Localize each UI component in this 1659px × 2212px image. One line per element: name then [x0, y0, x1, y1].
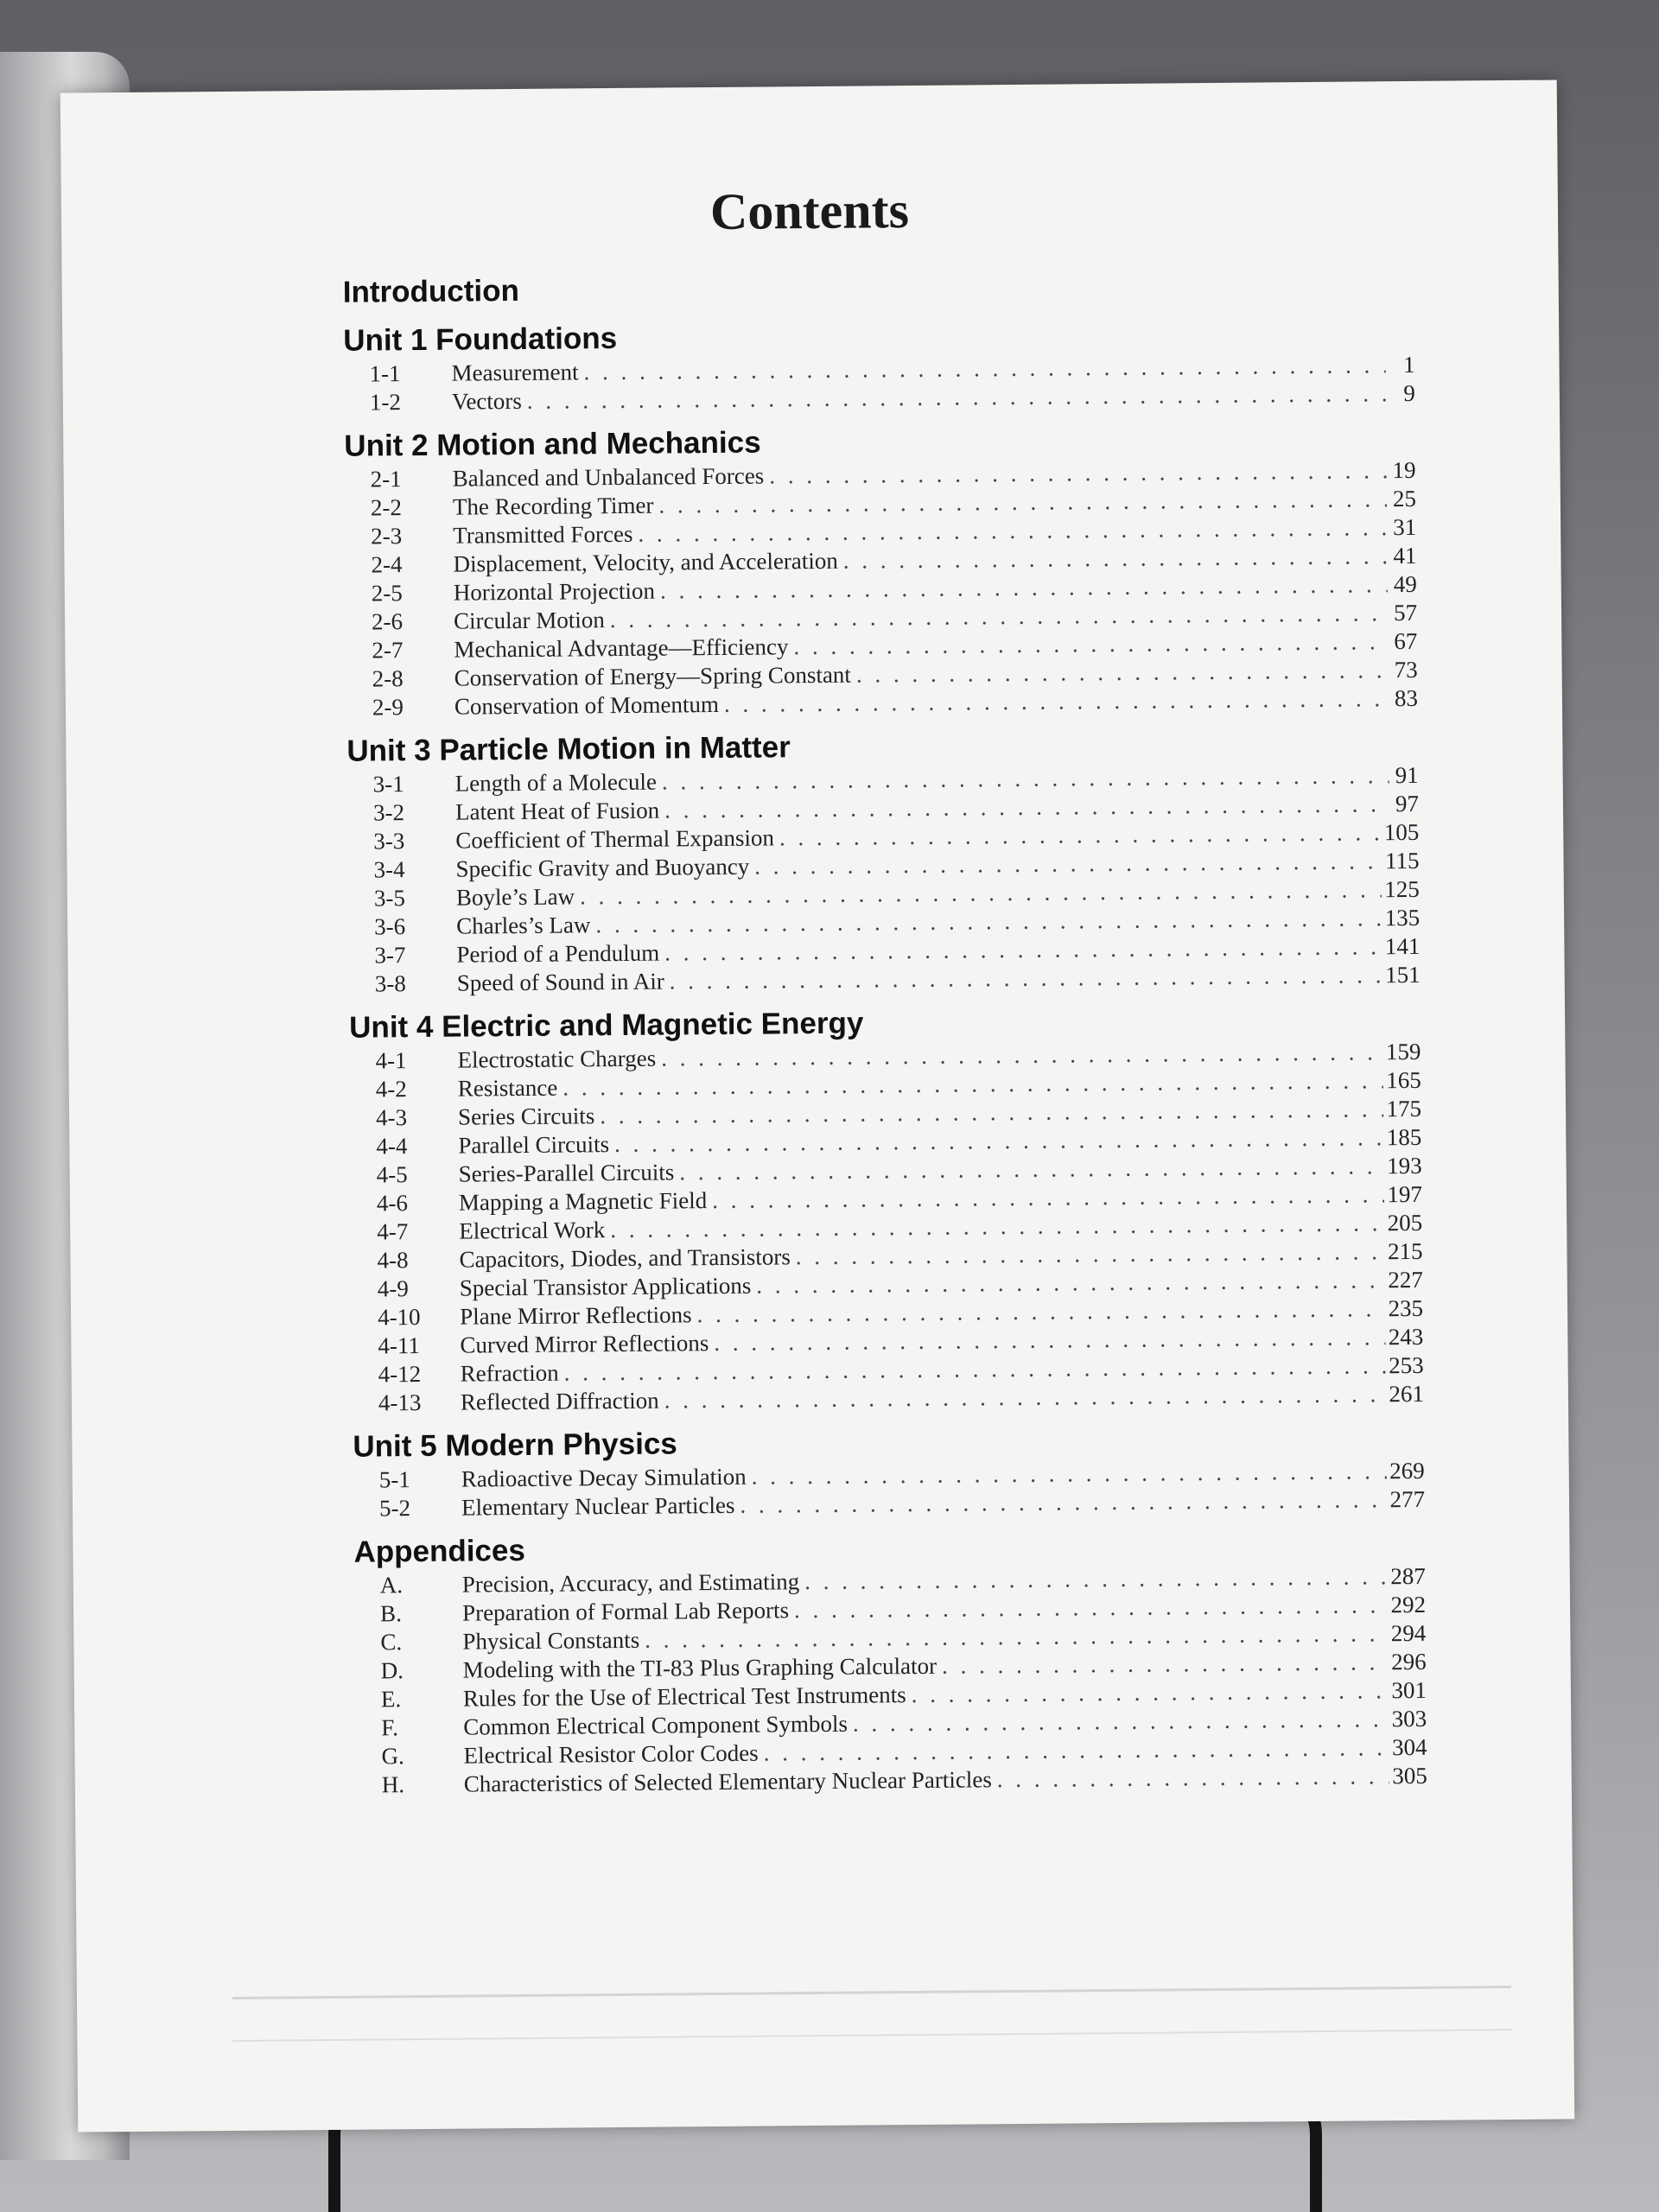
entry-page-number: 215	[1387, 1237, 1423, 1265]
entry-page-number: 41	[1393, 542, 1417, 569]
entry-page-number: 294	[1390, 1619, 1427, 1647]
entry-number: 3-4	[373, 856, 405, 883]
show-through-rule	[232, 2029, 1511, 2042]
entry-number: 2-4	[371, 551, 403, 578]
table-of-contents	[342, 254, 1427, 1808]
entry-page-number: 193	[1386, 1152, 1422, 1179]
toc-section	[353, 1419, 1425, 1523]
dot-leader	[670, 961, 1382, 995]
entry-page-number: 135	[1384, 904, 1421, 931]
entry-number: 3-7	[374, 942, 406, 969]
entry-title: Displacement, Velocity, and Acceleration	[453, 547, 838, 577]
entry-title: Latent Heat of Fusion	[454, 797, 660, 825]
dot-leader	[843, 542, 1388, 575]
entry-page-number: 227	[1388, 1266, 1423, 1294]
entry-page-number: 83	[1394, 684, 1419, 712]
entry-number: 3-5	[373, 885, 406, 912]
entry-title: Period of a Pendulum	[456, 939, 660, 968]
section-heading: Appendices	[353, 1533, 526, 1569]
entry-page-number: 292	[1390, 1591, 1427, 1618]
entry-number: 4-10	[377, 1304, 421, 1331]
dot-leader	[997, 1762, 1389, 1794]
entry-number: 4-6	[376, 1190, 409, 1217]
contents-page	[60, 79, 1575, 2132]
entry-number: 3-8	[374, 970, 406, 997]
entry-title: Parallel Circuits	[458, 1131, 610, 1159]
toc-section	[343, 313, 1415, 417]
entry-title: Radioactive Decay Simulation	[461, 1463, 747, 1492]
entry-title: Horizontal Projection	[453, 577, 656, 606]
entry-page-number: 91	[1395, 761, 1419, 789]
entry-page-number: 296	[1391, 1648, 1427, 1675]
entry-page-number: 185	[1386, 1123, 1422, 1151]
entry-page-number: 49	[1393, 570, 1417, 598]
entry-title: Modeling with the TI-83 Plus Graphing Calculator	[462, 1652, 938, 1683]
entry-title: Curved Mirror Reflections	[460, 1330, 709, 1358]
entry-title: Vectors	[451, 387, 522, 415]
entry-title: Common Electrical Component Symbols	[463, 1710, 849, 1740]
dot-leader	[724, 684, 1389, 719]
entry-page-number: 197	[1387, 1180, 1423, 1208]
entry-title: Length of a Molecule	[454, 768, 658, 797]
entry-page-number: 175	[1386, 1095, 1422, 1122]
section-heading: Unit 4 Electric and Magnetic Energy	[349, 1006, 864, 1045]
toc-section	[349, 1000, 1424, 1418]
dot-leader	[942, 1648, 1388, 1681]
entry-page-number: 141	[1384, 932, 1421, 960]
dot-leader	[740, 1485, 1386, 1520]
entry-title: Charles’s Law	[456, 912, 591, 939]
entry-page-number: 303	[1391, 1705, 1427, 1732]
entry-number: A.	[379, 1572, 404, 1599]
entry-number: 4-11	[378, 1332, 421, 1359]
entry-title: Mapping a Magnetic Field	[458, 1187, 708, 1216]
entry-page-number: 269	[1389, 1457, 1425, 1484]
toc-section	[344, 418, 1418, 722]
entry-number: 5-2	[378, 1495, 411, 1522]
entry-page-number: 115	[1384, 847, 1420, 874]
entry-title: Coefficient of Thermal Expansion	[455, 824, 775, 854]
entry-page-number: 301	[1391, 1676, 1427, 1704]
entry-title: Capacitors, Diodes, and Transistors	[459, 1243, 791, 1273]
entry-number: B.	[379, 1600, 403, 1627]
entry-number: 4-9	[377, 1275, 409, 1302]
entry-title: Series-Parallel Circuits	[458, 1159, 675, 1187]
entry-title: Mechanical Advantage—Efficiency	[454, 633, 789, 663]
dot-leader	[664, 1380, 1385, 1414]
entry-number: 5-1	[378, 1466, 410, 1493]
entry-title: Specific Gravity and Buoyancy	[455, 853, 750, 882]
entry-page-number: 287	[1390, 1562, 1426, 1590]
section-heading: Unit 5 Modern Physics	[353, 1427, 677, 1464]
entry-page-number: 19	[1392, 456, 1416, 484]
entry-title: Elementary Nuclear Particles	[461, 1491, 735, 1521]
entry-number: 2-7	[372, 637, 404, 664]
entry-title: Reflected Diffraction	[460, 1387, 659, 1415]
entry-page-number: 151	[1385, 961, 1421, 988]
entry-page-number: 205	[1387, 1209, 1423, 1236]
entry-number: 3-6	[374, 913, 406, 940]
entry-number: 4-3	[375, 1104, 408, 1131]
entry-title: Electrical Resistor Color Codes	[463, 1739, 759, 1769]
entry-page-number: 57	[1393, 599, 1418, 626]
entry-title: Series Circuits	[457, 1103, 595, 1130]
section-heading: Unit 2 Motion and Mechanics	[344, 425, 761, 463]
entry-title: Physical Constants	[462, 1626, 640, 1655]
entry-title: Plane Mirror Reflections	[459, 1301, 692, 1330]
entry-number: D.	[380, 1657, 404, 1684]
dot-leader	[853, 1705, 1389, 1738]
entry-title: Refraction	[460, 1359, 559, 1387]
entry-number: 4-1	[375, 1047, 407, 1074]
entry-page-number: 305	[1392, 1762, 1427, 1789]
entry-page-number: 73	[1394, 656, 1418, 683]
entry-page-number: 25	[1392, 485, 1417, 512]
toc-section	[346, 723, 1421, 999]
entry-title: Conservation of Momentum	[454, 690, 720, 720]
entry-title: Preparation of Formal Lab Reports	[461, 1597, 790, 1626]
entry-page-number: 235	[1388, 1294, 1424, 1322]
entry-number: 3-1	[372, 771, 404, 798]
entry-title: Special Transistor Applications	[459, 1272, 752, 1301]
entry-number: 2-2	[370, 494, 403, 521]
entry-title: Transmitted Forces	[453, 520, 633, 549]
entry-number: 2-6	[371, 608, 404, 635]
entry-page-number: 9	[1403, 379, 1415, 407]
entry-title: Measurement	[451, 359, 579, 386]
entry-page-number: 243	[1388, 1323, 1424, 1351]
entry-page-number: 31	[1393, 513, 1417, 541]
entry-number: 2-5	[371, 580, 403, 607]
entry-number: G.	[381, 1743, 404, 1770]
section-heading: Unit 1 Foundations	[343, 321, 618, 358]
entry-page-number: 304	[1391, 1733, 1427, 1761]
entry-number: 1-2	[369, 389, 402, 416]
entry-title: Boyle’s Law	[455, 883, 575, 911]
entry-title: Conservation of Energy—Spring Constant	[454, 661, 851, 691]
toc-section	[343, 264, 1414, 312]
entry-number: 4-5	[376, 1161, 408, 1188]
entry-number: 3-2	[372, 799, 405, 826]
section-heading: Unit 3 Particle Motion in Matter	[346, 730, 791, 768]
entry-number: 4-7	[377, 1218, 409, 1245]
show-through-rule	[232, 1986, 1511, 1999]
page-title: Contents	[709, 181, 910, 241]
entry-page-number: 105	[1383, 818, 1420, 846]
entry-number: H.	[381, 1771, 405, 1798]
entry-number: 2-1	[370, 466, 402, 493]
entry-number: 4-4	[376, 1133, 408, 1160]
entry-number: C.	[380, 1629, 403, 1656]
entry-page-number: 67	[1394, 627, 1418, 655]
entry-number: 2-9	[372, 694, 404, 721]
entry-title: Balanced and Unbalanced Forces	[452, 462, 765, 492]
entry-number: 4-13	[378, 1389, 422, 1416]
entry-title: Speed of Sound in Air	[456, 968, 664, 996]
dot-leader	[912, 1676, 1389, 1709]
entry-title: Characteristics of Selected Elementary Nuclear Particles	[463, 1766, 992, 1797]
entry-page-number: 277	[1389, 1485, 1426, 1513]
entry-page-number: 125	[1384, 875, 1420, 903]
entry-page-number: 165	[1386, 1066, 1421, 1094]
entry-number: 1-1	[369, 360, 401, 387]
entry-number: 2-3	[371, 523, 403, 550]
entry-number: 2-8	[372, 665, 404, 692]
entry-page-number: 97	[1395, 790, 1420, 817]
entry-number: 4-2	[375, 1076, 407, 1103]
section-heading: Introduction	[342, 273, 520, 309]
entry-title: Circular Motion	[453, 607, 605, 634]
entry-title: Electrical Work	[459, 1217, 606, 1244]
entry-page-number: 261	[1389, 1380, 1425, 1408]
entry-title: The Recording Timer	[452, 492, 654, 520]
toc-section	[353, 1524, 1427, 1800]
entry-number: F.	[381, 1714, 398, 1741]
entry-number: E.	[380, 1686, 402, 1713]
entry-number: 3-3	[373, 828, 405, 855]
entry-title: Rules for the Use of Electrical Test Instruments	[462, 1681, 906, 1712]
entry-page-number: 253	[1389, 1351, 1424, 1379]
entry-title: Resistance	[457, 1074, 558, 1102]
dot-leader	[856, 656, 1389, 689]
entry-title: Electrostatic Charges	[457, 1045, 657, 1073]
entry-page-number: 159	[1385, 1038, 1421, 1065]
entry-number: 4-12	[378, 1361, 422, 1388]
entry-page-number: 1	[1402, 351, 1415, 378]
entry-number: 4-8	[377, 1247, 409, 1274]
entry-title: Precision, Accuracy, and Estimating	[461, 1568, 800, 1598]
